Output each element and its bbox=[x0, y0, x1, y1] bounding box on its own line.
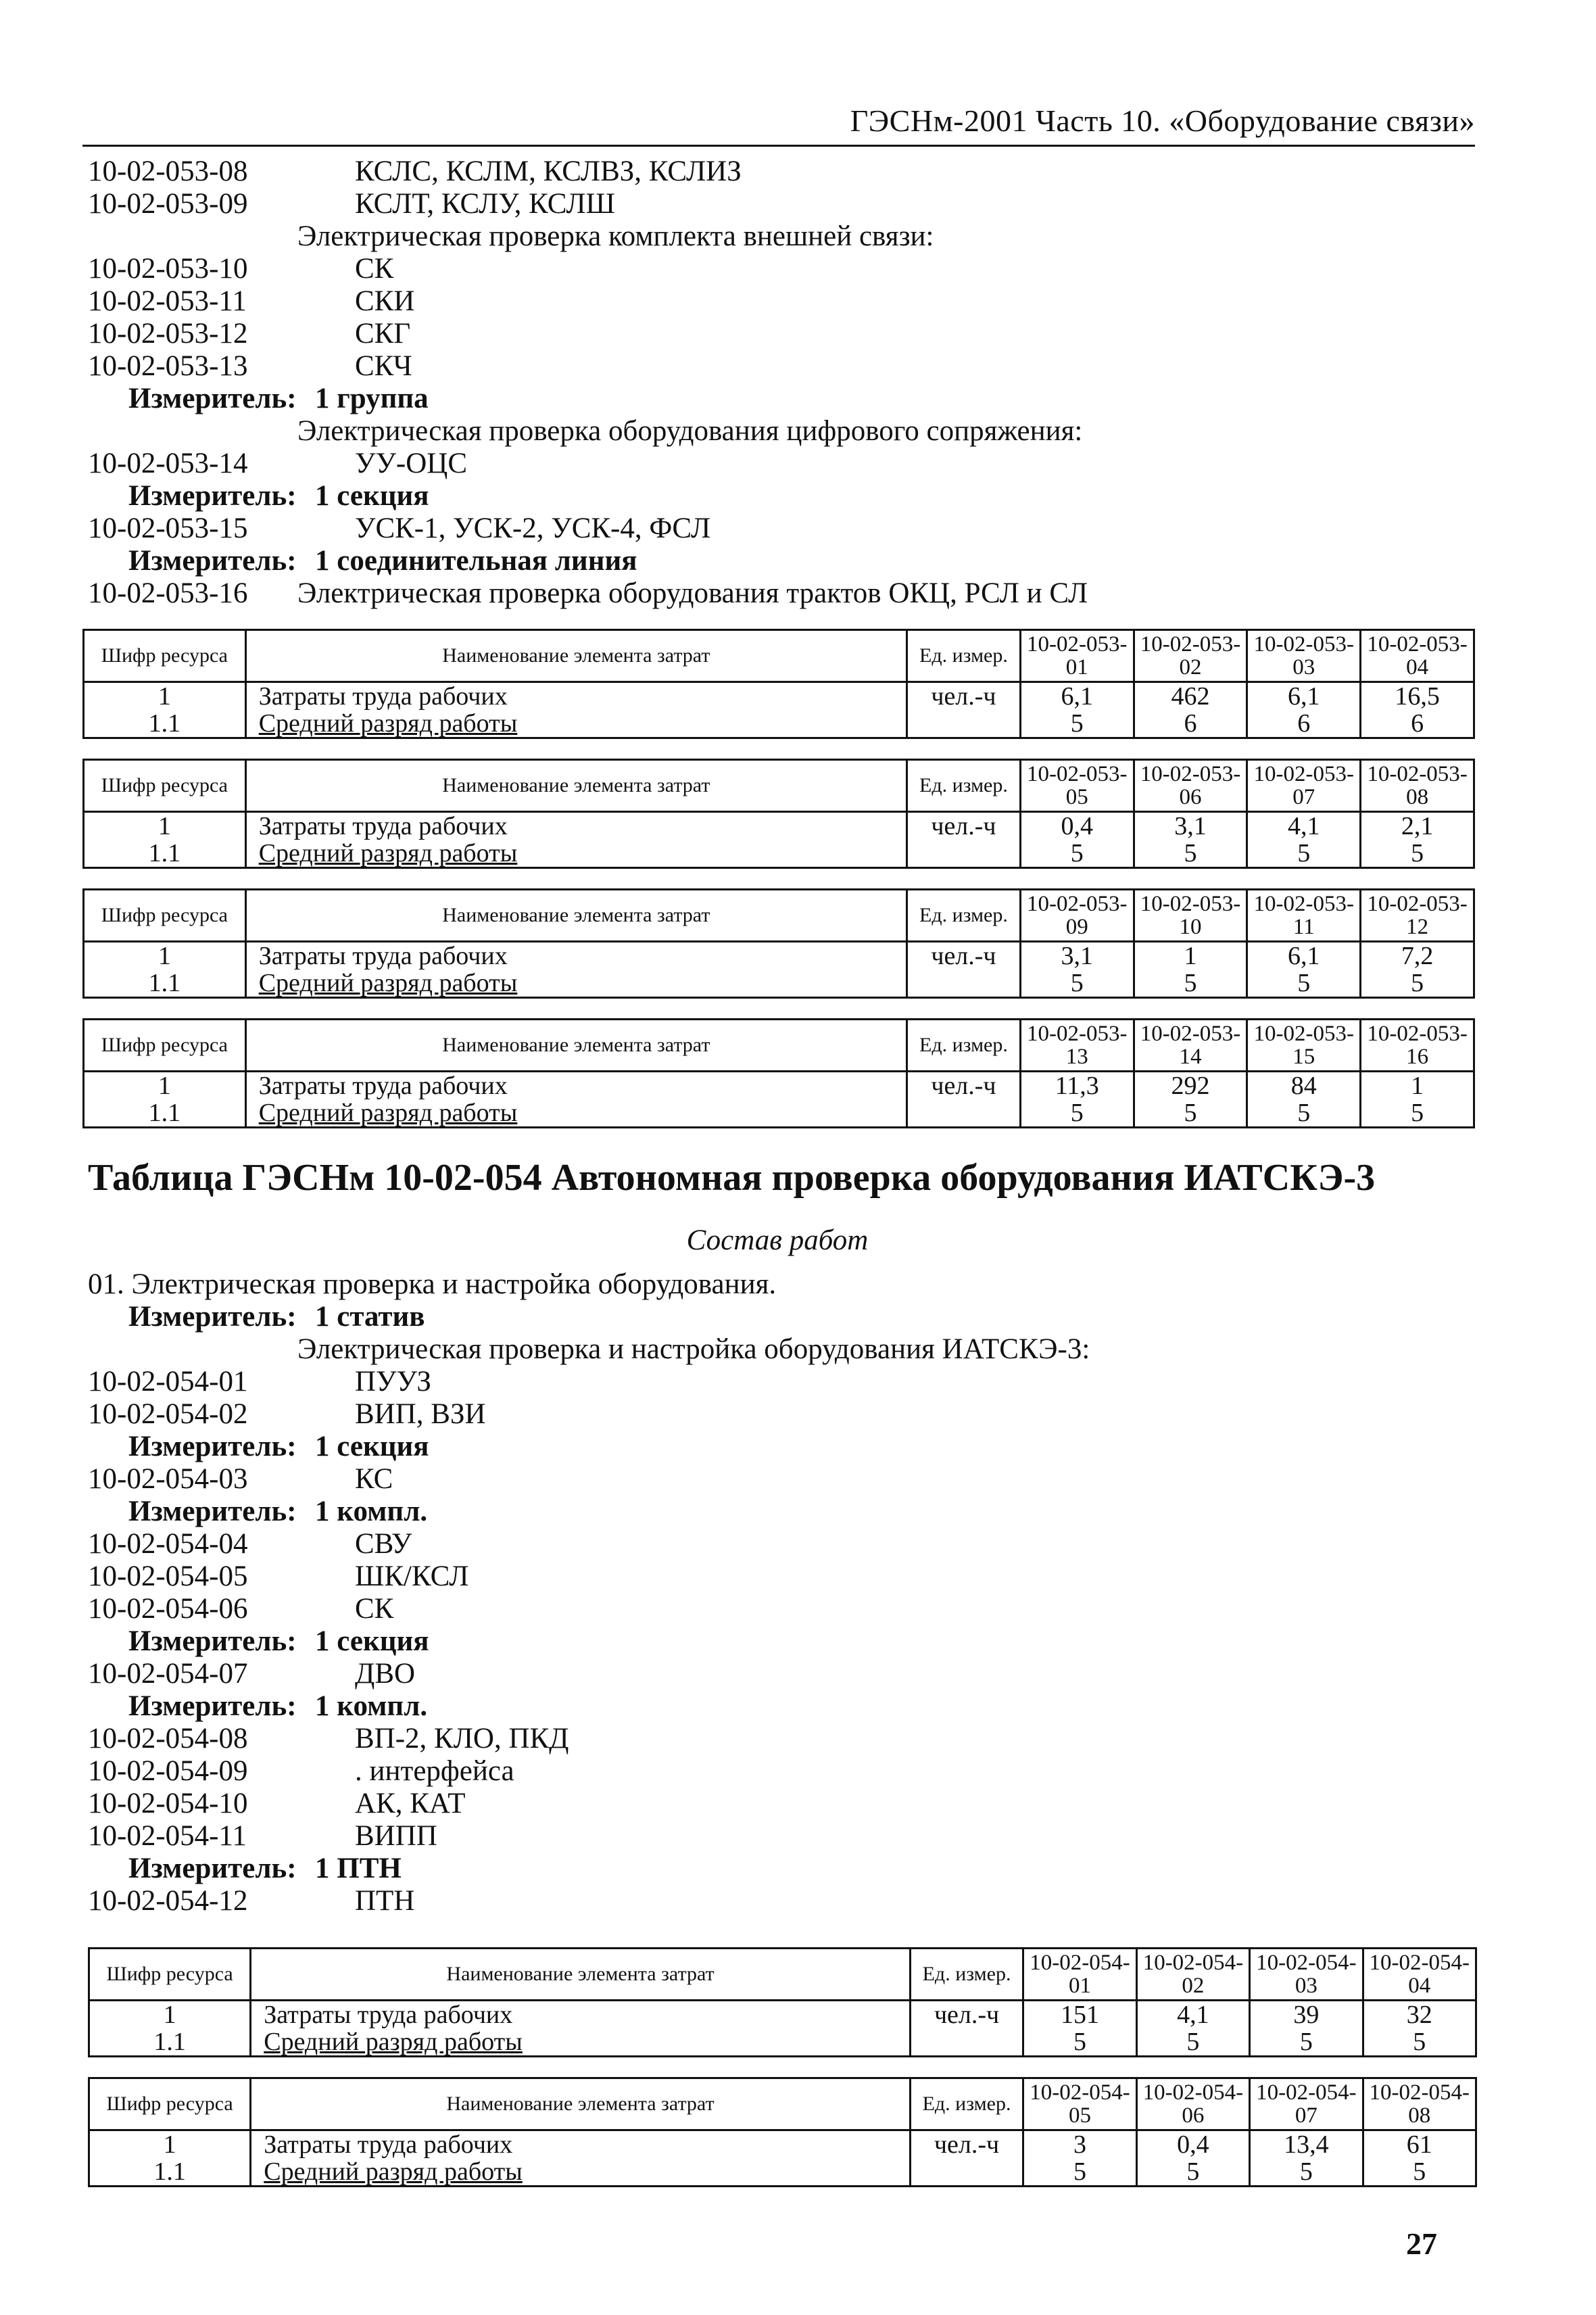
group-heading: Электрическая проверка оборудования цифрового сопряжения: bbox=[297, 415, 1083, 447]
value-cell: 3,1 bbox=[1020, 942, 1134, 970]
header-code: Шифр ресурса bbox=[89, 1949, 251, 2001]
value-cell: 5 bbox=[1250, 2028, 1363, 2057]
table-row bbox=[89, 2158, 1476, 2187]
header-norm-code: 10-02-053-07 bbox=[1247, 760, 1361, 812]
header-name: Наименование элемента затрат bbox=[245, 760, 906, 812]
item-name: ВП-2, КЛО, ПКД bbox=[355, 1723, 569, 1755]
cost-element-text: Средний разряд работы bbox=[264, 2157, 523, 2186]
measure-label: Измеритель: bbox=[128, 1690, 297, 1722]
table-row bbox=[84, 840, 1474, 868]
header-norm-code: 10-02-053-13 bbox=[1020, 1020, 1134, 1072]
cost-element-text: Затраты труда рабочих bbox=[264, 2130, 513, 2159]
table-header-row bbox=[84, 890, 1474, 942]
measure-label: Измеритель: bbox=[128, 383, 297, 414]
list-row bbox=[88, 512, 1480, 545]
list-row bbox=[88, 253, 1480, 285]
cost-element-text: Затраты труда рабочих bbox=[264, 2001, 513, 2029]
header-code: Шифр ресурса bbox=[89, 2078, 251, 2130]
item-code: 10-02-054-05 bbox=[88, 1560, 248, 1592]
cost-element-text: Средний разряд работы bbox=[258, 709, 518, 738]
header-norm-code: 10-02-053-14 bbox=[1134, 1020, 1247, 1072]
item-code: 10-02-054-11 bbox=[88, 1820, 247, 1852]
norm-table bbox=[82, 888, 1475, 999]
unit bbox=[910, 2028, 1023, 2057]
header-norm-code: 10-02-054-02 bbox=[1136, 1949, 1249, 2001]
item-code: 10-02-054-12 bbox=[88, 1885, 248, 1917]
value-cell: 5 bbox=[1134, 1099, 1247, 1128]
header-norm-code: 10-02-053-01 bbox=[1020, 630, 1134, 682]
value-cell: 462 bbox=[1134, 682, 1247, 711]
header-norm-code: 10-02-054-04 bbox=[1363, 1949, 1476, 2001]
top-code-list bbox=[88, 156, 1480, 610]
group-heading: Электрическая проверка и настройка оборудования ИАТСКЭ-3: bbox=[297, 1333, 1090, 1365]
list-row bbox=[88, 1853, 1480, 1885]
cost-element bbox=[245, 1072, 906, 1100]
item-code: 10-02-054-10 bbox=[88, 1788, 248, 1819]
header-norm-code: 10-02-053-02 bbox=[1134, 630, 1247, 682]
cost-element-text: Затраты труда рабочих bbox=[258, 942, 508, 970]
value-cell: 5 bbox=[1363, 2158, 1476, 2187]
item-code: 10-02-053-15 bbox=[88, 512, 248, 544]
list-row bbox=[88, 318, 1480, 350]
list-row bbox=[88, 1755, 1480, 1788]
measure-value: 1 секция bbox=[315, 1431, 429, 1462]
item-name: ПТН bbox=[355, 1885, 415, 1917]
item-code: 10-02-053-08 bbox=[88, 156, 248, 187]
value-cell: 6 bbox=[1361, 710, 1474, 738]
value-cell: 5 bbox=[1250, 2158, 1363, 2187]
item-name: СК bbox=[355, 253, 394, 285]
item-name: ВИП, ВЗИ bbox=[355, 1398, 486, 1430]
unit bbox=[907, 1099, 1021, 1128]
value-cell: 84 bbox=[1247, 1072, 1361, 1100]
composition-title: Состав работ bbox=[686, 1224, 869, 1256]
section-title: Таблица ГЭСНм 10-02-054 Автономная проверка оборудования ИАТСКЭ-3 bbox=[88, 1157, 1376, 1199]
item-code: 10-02-054-02 bbox=[88, 1398, 248, 1430]
list-row bbox=[88, 1820, 1480, 1853]
item-name: ДВО bbox=[355, 1658, 416, 1690]
norm-table bbox=[88, 2077, 1477, 2187]
item-code: 10-02-053-11 bbox=[88, 285, 247, 317]
unit bbox=[907, 710, 1021, 738]
unit bbox=[907, 840, 1021, 868]
bottom-code-list bbox=[88, 1268, 1480, 1917]
resource-code: 1 bbox=[89, 2130, 251, 2159]
list-row bbox=[88, 383, 1480, 415]
table-row bbox=[89, 2130, 1476, 2159]
cost-element-text: Средний разряд работы bbox=[258, 969, 518, 997]
list-row bbox=[88, 480, 1480, 512]
header-name: Наименование элемента затрат bbox=[245, 890, 906, 942]
measure-value: 1 секция bbox=[315, 480, 429, 512]
header-norm-code: 10-02-054-05 bbox=[1023, 2078, 1136, 2130]
table-row bbox=[89, 2028, 1476, 2057]
table-row bbox=[84, 942, 1474, 970]
value-cell: 5 bbox=[1247, 970, 1361, 998]
cost-element bbox=[251, 2130, 911, 2159]
value-cell: 292 bbox=[1134, 1072, 1247, 1100]
value-cell: 6 bbox=[1134, 710, 1247, 738]
measure-value: 1 ПТН bbox=[315, 1853, 402, 1884]
value-cell: 39 bbox=[1250, 2001, 1363, 2029]
header-unit: Ед. измер. bbox=[907, 890, 1021, 942]
value-cell: 5 bbox=[1020, 840, 1134, 868]
value-cell: 61 bbox=[1363, 2130, 1476, 2159]
header-norm-code: 10-02-053-05 bbox=[1020, 760, 1134, 812]
value-cell: 5 bbox=[1023, 2028, 1136, 2057]
value-cell: 5 bbox=[1361, 1099, 1474, 1128]
table-row bbox=[84, 812, 1474, 840]
value-cell: 5 bbox=[1020, 970, 1134, 998]
list-row bbox=[88, 1463, 1480, 1496]
value-cell: 7,2 bbox=[1361, 942, 1474, 970]
resource-code: 1.1 bbox=[84, 970, 246, 998]
value-cell: 5 bbox=[1247, 1099, 1361, 1128]
value-cell: 32 bbox=[1363, 2001, 1476, 2029]
value-cell: 5 bbox=[1020, 1099, 1134, 1128]
item-code: 10-02-054-07 bbox=[88, 1658, 248, 1690]
value-cell: 3,1 bbox=[1134, 812, 1247, 840]
unit: чел.-ч bbox=[907, 682, 1021, 711]
cost-element bbox=[245, 710, 906, 738]
header-code: Шифр ресурса bbox=[84, 1020, 246, 1072]
unit: чел.-ч bbox=[907, 942, 1021, 970]
measure-label: Измеритель: bbox=[128, 1625, 297, 1657]
list-row bbox=[88, 1560, 1480, 1593]
header-norm-code: 10-02-053-15 bbox=[1247, 1020, 1361, 1072]
list-row bbox=[88, 1528, 1480, 1560]
header-unit: Ед. измер. bbox=[907, 630, 1021, 682]
value-cell: 0,4 bbox=[1136, 2130, 1249, 2159]
header-unit: Ед. измер. bbox=[910, 1949, 1023, 2001]
list-row bbox=[88, 1366, 1480, 1398]
cost-element bbox=[251, 2001, 911, 2029]
list-row bbox=[88, 1658, 1480, 1690]
header-norm-code: 10-02-053-10 bbox=[1134, 890, 1247, 942]
header-norm-code: 10-02-053-03 bbox=[1247, 630, 1361, 682]
page-header bbox=[82, 95, 1475, 147]
value-cell: 5 bbox=[1020, 710, 1134, 738]
resource-code: 1.1 bbox=[84, 710, 246, 738]
value-cell: 5 bbox=[1361, 840, 1474, 868]
item-code: 10-02-053-09 bbox=[88, 188, 248, 220]
value-cell: 151 bbox=[1023, 2001, 1136, 2029]
value-cell: 0,4 bbox=[1020, 812, 1134, 840]
header-code: Шифр ресурса bbox=[84, 760, 246, 812]
item-name: СК bbox=[355, 1593, 394, 1625]
value-cell: 5 bbox=[1136, 2028, 1249, 2057]
cost-element bbox=[245, 1099, 906, 1128]
table-row bbox=[84, 970, 1474, 998]
list-row bbox=[88, 1788, 1480, 1820]
resource-code: 1.1 bbox=[89, 2158, 251, 2187]
header-code: Шифр ресурса bbox=[84, 630, 246, 682]
resource-code: 1.1 bbox=[89, 2028, 251, 2057]
item-name: ШК/КСЛ bbox=[355, 1560, 469, 1592]
value-cell: 6,1 bbox=[1247, 942, 1361, 970]
table-header-row bbox=[89, 2078, 1476, 2130]
resource-code: 1.1 bbox=[84, 1099, 246, 1128]
item-code: 10-02-054-01 bbox=[88, 1366, 248, 1398]
list-row bbox=[88, 156, 1480, 188]
list-row bbox=[88, 1593, 1480, 1625]
measure-value: 1 статив bbox=[315, 1301, 425, 1333]
list-row bbox=[88, 448, 1480, 480]
list-row bbox=[88, 285, 1480, 318]
value-cell: 6 bbox=[1247, 710, 1361, 738]
page-number: 27 bbox=[1406, 2226, 1437, 2261]
cost-element bbox=[251, 2158, 911, 2187]
list-row bbox=[88, 188, 1480, 220]
header-name: Наименование элемента затрат bbox=[245, 1020, 906, 1072]
value-cell: 5 bbox=[1134, 970, 1247, 998]
list-row bbox=[88, 577, 1480, 610]
header-code: Шифр ресурса bbox=[84, 890, 246, 942]
list-row bbox=[88, 1268, 1480, 1301]
header-norm-code: 10-02-053-11 bbox=[1247, 890, 1361, 942]
table-header-row bbox=[84, 630, 1474, 682]
item-code: 10-02-054-04 bbox=[88, 1528, 248, 1560]
value-cell: 5 bbox=[1247, 840, 1361, 868]
item-name: СВУ bbox=[355, 1528, 412, 1560]
item-code: 10-02-053-14 bbox=[88, 448, 248, 479]
item-code: 10-02-053-12 bbox=[88, 318, 248, 350]
item-name: АК, КАТ bbox=[355, 1788, 466, 1819]
cost-element bbox=[245, 840, 906, 868]
cost-element-text: Средний разряд работы bbox=[264, 2028, 523, 2056]
norm-table bbox=[82, 629, 1475, 739]
table-row bbox=[84, 1099, 1474, 1128]
list-row bbox=[88, 1625, 1480, 1658]
value-cell: 3 bbox=[1023, 2130, 1136, 2159]
header-norm-code: 10-02-054-08 bbox=[1363, 2078, 1476, 2130]
item-name: СКЧ bbox=[355, 350, 412, 382]
measure-label: Измеритель: bbox=[128, 1301, 297, 1333]
list-row bbox=[88, 1398, 1480, 1431]
cost-element-text: Затраты труда рабочих bbox=[258, 682, 508, 711]
table-row bbox=[89, 2001, 1476, 2029]
measure-value: 1 соединительная линия bbox=[315, 545, 637, 577]
table-header-row bbox=[84, 1020, 1474, 1072]
list-row bbox=[88, 545, 1480, 577]
value-cell: 5 bbox=[1136, 2158, 1249, 2187]
header-title: ГЭСНм-2001 Часть 10. «Оборудование связи» bbox=[850, 103, 1475, 138]
measure-value: 1 компл. bbox=[315, 1496, 428, 1527]
group-heading: Электрическая проверка комплекта внешней связи: bbox=[297, 220, 934, 252]
unit: чел.-ч bbox=[907, 1072, 1021, 1100]
value-cell: 1 bbox=[1361, 1072, 1474, 1100]
item-name: УСК-1, УСК-2, УСК-4, ФСЛ bbox=[355, 512, 711, 544]
list-row bbox=[88, 1301, 1480, 1333]
list-row bbox=[88, 350, 1480, 383]
value-cell: 16,5 bbox=[1361, 682, 1474, 711]
measure-label: Измеритель: bbox=[128, 1853, 297, 1884]
table-header-row bbox=[89, 1949, 1476, 2001]
header-norm-code: 10-02-053-16 bbox=[1361, 1020, 1474, 1072]
unit bbox=[907, 970, 1021, 998]
cost-element-text: Средний разряд работы bbox=[258, 839, 518, 867]
header-name: Наименование элемента затрат bbox=[251, 2078, 911, 2130]
table-header-row bbox=[84, 760, 1474, 812]
resource-code: 1 bbox=[84, 942, 246, 970]
cost-element-text: Средний разряд работы bbox=[258, 1099, 518, 1127]
item-name: СКИ bbox=[355, 285, 415, 317]
measure-value: 1 секция bbox=[315, 1625, 429, 1657]
unit: чел.-ч bbox=[907, 812, 1021, 840]
item-name: КС bbox=[355, 1463, 393, 1495]
measure-value: 1 группа bbox=[315, 383, 429, 414]
list-row bbox=[88, 1333, 1480, 1366]
item-code: 10-02-053-16 bbox=[88, 577, 248, 609]
item-name: Электрическая проверка оборудования трактов ОКЦ, РСЛ и СЛ bbox=[297, 577, 1088, 609]
header-name: Наименование элемента затрат bbox=[251, 1949, 911, 2001]
table-row bbox=[84, 1072, 1474, 1100]
value-cell: 5 bbox=[1363, 2028, 1476, 2057]
item-name: КСЛС, КСЛМ, КСЛВЗ, КСЛИЗ bbox=[355, 156, 742, 187]
unit: чел.-ч bbox=[910, 2130, 1023, 2159]
list-row bbox=[88, 1690, 1480, 1723]
cost-element-text: Затраты труда рабочих bbox=[258, 812, 508, 840]
resource-code: 1 bbox=[89, 2001, 251, 2029]
value-cell: 4,1 bbox=[1136, 2001, 1249, 2029]
item-code: 10-02-053-10 bbox=[88, 253, 248, 285]
resource-code: 1.1 bbox=[84, 840, 246, 868]
cost-element bbox=[245, 942, 906, 970]
header-norm-code: 10-02-053-08 bbox=[1361, 760, 1474, 812]
value-cell: 13,4 bbox=[1250, 2130, 1363, 2159]
cost-element bbox=[245, 812, 906, 840]
measure-value: 1 компл. bbox=[315, 1690, 428, 1722]
item-code: 10-02-054-09 bbox=[88, 1755, 248, 1787]
measure-label: Измеритель: bbox=[128, 545, 297, 577]
resource-code: 1 bbox=[84, 682, 246, 711]
value-cell: 4,1 bbox=[1247, 812, 1361, 840]
list-row bbox=[88, 1885, 1480, 1917]
resource-code: 1 bbox=[84, 1072, 246, 1100]
cost-element bbox=[245, 682, 906, 711]
value-cell: 5 bbox=[1361, 970, 1474, 998]
header-norm-code: 10-02-054-01 bbox=[1023, 1949, 1136, 2001]
unit bbox=[910, 2158, 1023, 2187]
norm-table bbox=[82, 1018, 1475, 1128]
item-code: 10-02-054-06 bbox=[88, 1593, 248, 1625]
value-cell: 2,1 bbox=[1361, 812, 1474, 840]
value-cell: 1 bbox=[1134, 942, 1247, 970]
header-norm-code: 10-02-053-12 bbox=[1361, 890, 1474, 942]
header-norm-code: 10-02-054-06 bbox=[1136, 2078, 1249, 2130]
list-row bbox=[88, 1431, 1480, 1463]
header-unit: Ед. измер. bbox=[907, 1020, 1021, 1072]
item-name: УУ-ОЦС bbox=[355, 448, 467, 479]
value-cell: 6,1 bbox=[1247, 682, 1361, 711]
cost-element bbox=[245, 970, 906, 998]
cost-element bbox=[251, 2028, 911, 2057]
measure-label: Измеритель: bbox=[128, 480, 297, 512]
value-cell: 6,1 bbox=[1020, 682, 1134, 711]
norm-table bbox=[82, 759, 1475, 869]
item-name: СКГ bbox=[355, 318, 411, 350]
value-cell: 11,3 bbox=[1020, 1072, 1134, 1100]
list-row bbox=[88, 1496, 1480, 1528]
value-cell: 5 bbox=[1023, 2158, 1136, 2187]
item-name: КСЛТ, КСЛУ, КСЛШ bbox=[355, 188, 615, 220]
header-unit: Ед. измер. bbox=[907, 760, 1021, 812]
unit: чел.-ч bbox=[910, 2001, 1023, 2029]
item-name: ВИПП bbox=[355, 1820, 437, 1852]
value-cell: 5 bbox=[1134, 840, 1247, 868]
table-row bbox=[84, 710, 1474, 738]
header-norm-code: 10-02-054-07 bbox=[1250, 2078, 1363, 2130]
header-norm-code: 10-02-054-03 bbox=[1250, 1949, 1363, 2001]
header-name: Наименование элемента затрат bbox=[245, 630, 906, 682]
table-row bbox=[84, 682, 1474, 711]
item-name: ПУУЗ bbox=[355, 1366, 431, 1398]
item-code: 10-02-054-03 bbox=[88, 1463, 248, 1495]
header-norm-code: 10-02-053-06 bbox=[1134, 760, 1247, 812]
list-row bbox=[88, 415, 1480, 448]
norm-table bbox=[88, 1947, 1477, 2057]
cost-element-text: Затраты труда рабочих bbox=[258, 1072, 508, 1100]
item-code: 10-02-053-13 bbox=[88, 350, 248, 382]
item-name: . интерфейса bbox=[355, 1755, 514, 1787]
list-row bbox=[88, 220, 1480, 253]
item-code: 10-02-054-08 bbox=[88, 1723, 248, 1755]
measure-label: Измеритель: bbox=[128, 1431, 297, 1462]
resource-code: 1 bbox=[84, 812, 246, 840]
measure-label: Измеритель: bbox=[128, 1496, 297, 1527]
list-row bbox=[88, 1723, 1480, 1755]
work-step: 01. Электрическая проверка и настройка оборудования. bbox=[88, 1268, 777, 1300]
header-norm-code: 10-02-053-04 bbox=[1361, 630, 1474, 682]
header-unit: Ед. измер. bbox=[910, 2078, 1023, 2130]
header-norm-code: 10-02-053-09 bbox=[1020, 890, 1134, 942]
